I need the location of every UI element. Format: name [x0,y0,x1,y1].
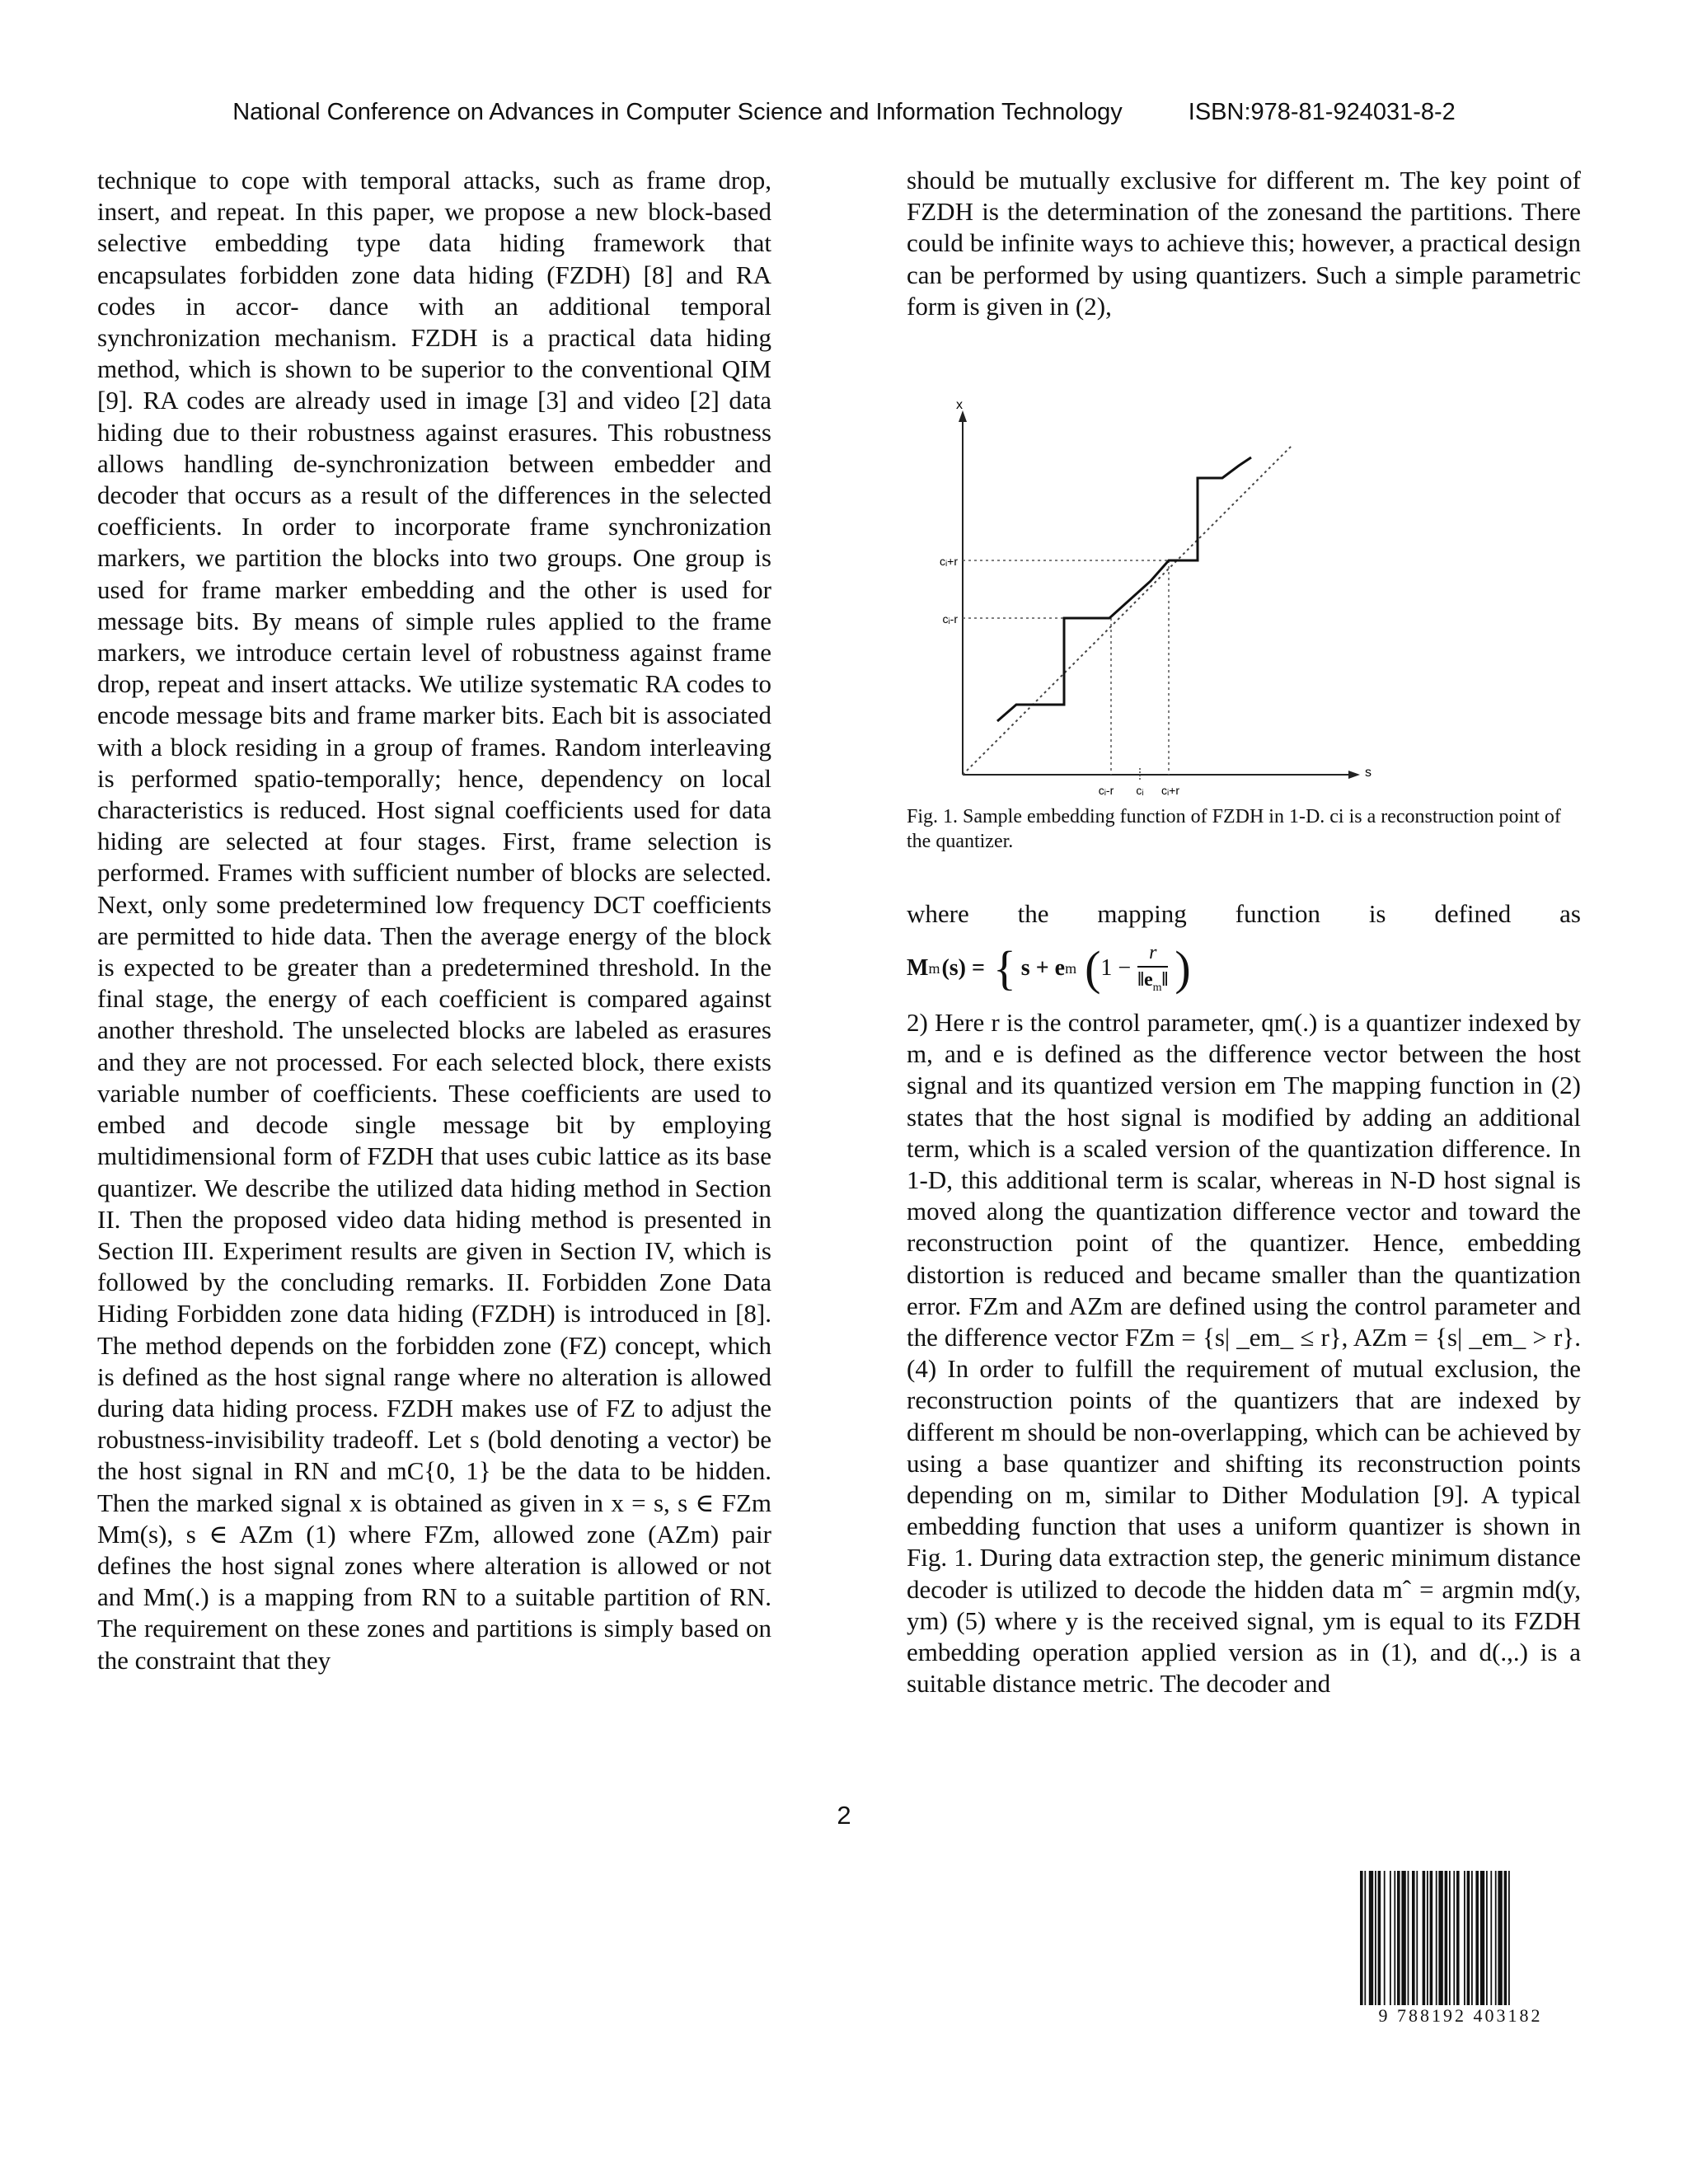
barcode-digits: 9 788192 403182 [1352,2005,1569,2027]
x-tick-right: cᵢ+r [1160,784,1180,797]
barcode-bar [1416,1871,1418,2007]
barcode-bar [1397,1871,1400,2007]
right-column-where [907,898,1581,930]
barcode-bar [1449,1871,1451,2007]
formula-fraction [1137,942,1168,995]
x-axis-arrow [1348,771,1360,779]
barcode-bar [1408,1871,1409,2007]
formula-arg: (s) = [941,955,985,981]
mapping-formula: M m (s) = { s + e m ( 1 − $\frac{r}{‖e_m‖}$ ) [907,941,1191,995]
barcode-bar [1394,1871,1395,2007]
barcode-bar [1508,1871,1510,2023]
barcode-bar [1423,1871,1426,2007]
barcode-bar [1378,1871,1381,2007]
barcode-bar [1475,1871,1479,2007]
barcode-bar [1390,1871,1391,2007]
x-axis-label: s [1365,766,1372,780]
formula-den-sub: m [1152,981,1162,994]
where-text: where the mapping function is defined as [907,899,1581,928]
barcode-bar [1495,1871,1497,2007]
formula-num: r [1149,942,1157,964]
formula-lhs: M [907,955,929,981]
right-column-top [907,165,1581,322]
formula-one-minus: 1 − [1100,955,1132,981]
formula-term-sub: m [1065,959,1077,977]
barcode-bar [1445,1871,1448,2007]
barcode-bar [1401,1871,1405,2007]
formula-term: s + e [1020,955,1066,981]
isbn-barcode [1352,1871,1569,2027]
barcode-bar [1480,1871,1484,2007]
figure-embedding-function [913,396,1375,799]
formula-den: ‖e [1137,969,1153,991]
identity-line [963,445,1292,775]
right-body-text-main: 2) Here r is the control parameter, qm(.) is a quantizer indexed by m, and e is defined as the difference vector between the host signal and its quantized version em The mapping function in (2) states that the host signal is modified by adding an additional term, which is a scaled version of the quantization difference. In 1-D, this additional term is scalar, whereas in N-D host signal is moved along the quantization difference vector and toward the reconstruction point of the quantizer. Hence, embedding distortion is reduced and became smaller than the quantization error. FZm and AZm are defined using the control parameter and the difference vector FZm = {s| _em_ ≤ r}, AZm = {s| _em_ > r}. (4) In order to fulfill the requirement of mutual exclusion, the reconstruction points of the quantizers that are indexed by different m should be non-overlapping, which can be achieved by using a base quantizer and shifting its reconstruction points depending on m, similar to Dither Modulation [9]. A typical embedding function that uses a uniform quantizer is shown in Fig. 1. During data extraction step, the generic minimum distance decoder is utilized to decode the hidden data mˆ = argmin md(y, ym) (5) where y is the received signal, ym is equal to its FZDH embedding operation applied version as in (1), and d(.,.) is a suitable distance metric. The decoder and [907,1008,1581,1699]
left-column [97,165,771,1676]
barcode-bar [1364,1871,1366,2023]
barcode-bar [1412,1871,1415,2007]
barcode-bar [1384,1871,1386,2007]
right-column-main [907,1007,1581,1699]
barcode-bar [1369,1871,1373,2007]
x-tick-center: cᵢ [1136,784,1144,797]
y-tick-lower: cᵢ-r [942,612,958,626]
barcode-bar [1498,1871,1502,2007]
y-axis-label: x [956,398,963,412]
left-body-text: technique to cope with temporal attacks, such as frame drop, insert, and repeat. In this paper, we propose a new block-based selective embedding type data hiding framework that encapsulates forbidden zone data hiding (FZDH) [8] and RA codes in accor- dance with an additional temporal synchronization mechanism. FZDH is a practical data hiding method, which is shown to be superior to the conventional QIM [9]. RA codes are already used in image [3] and video [2] data hiding due to their robustness against erasures. This robustness allows handling de-synchronization between embedder and decoder that occurs as a result of the differences in the selected coefficients. In order to incorporate frame synchronization markers, we partition the blocks into two groups. One group is used for frame marker embedding and the other is used for message bits. By means of simple rules applied to the frame markers, we introduce certain level of robustness against frame drop, repeat and insert attacks. We utilize systematic RA codes to encode message bits and frame marker bits. Each bit is associated with a block residing in a group of frames. Random interleaving is performed spatio-temporally; hence, dependency on local characteristics is reduced. Host signal coefficients used for data hiding are selected at four stages. First, frame selection is performed. Frames with sufficient number of blocks are selected. Next, only some predetermined low frequency DCT coefficients are permitted to hide data. Then the average energy of the block is expected to be greater than a predetermined threshold. In the final stage, the energy of each coefficient is compared against another threshold. The unselected blocks are labeled as erasures and they are not processed. For each selected block, there exists variable number of coefficients. These coefficients are used to embed and decode single message bit by employing multidimensional form of FZDH that uses cubic lattice as its base quantizer. We describe the utilized data hiding method in Section II. Then the proposed video data hiding method is presented in Section III. Experiment results are given in Section IV, which is followed by the concluding remarks. II. Forbidden Zone Data Hiding Forbidden zone data hiding (FZDH) is introduced in [8]. The method depends on the forbidden zone (FZ) concept, which is defined as the host signal range where no alteration is allowed during data hiding process. FZDH makes use of FZ to adjust the robustness-invisibility tradeoff. Let s (bold denoting a vector) be the host signal in RN and mC{0, 1} be the data to be hidden. Then the marked signal x is obtained as given in x = s, s ∈ FZm Mm(s), s ∈ AZm (1) where FZm, allowed zone (AZm) pair defines the host signal zones where alteration is allowed or not and Mm(.) is a mapping from RN to a suitable partition of RN. The requirement on these zones and partitions is simply based on the constraint that they [97,166,771,1675]
isbn: ISBN:978-81-924031-8-2 [1188,99,1456,125]
figure-caption: Fig. 1. Sample embedding function of FZDH in 1-D. ci is a reconstruction point of the quantizer. [907,806,1561,852]
barcode-bar [1427,1871,1428,2007]
barcode-bar [1360,1871,1363,2023]
barcode-bar [1486,1871,1488,2007]
y-tick-upper: cᵢ+r [939,555,958,568]
page-number: 2 [837,1801,851,1830]
barcode-bar [1436,1871,1437,2023]
y-axis-arrow [959,410,967,422]
page-header [0,99,1688,126]
barcode-bar [1504,1871,1507,2007]
barcode-bar [1464,1871,1465,2007]
barcode-bar [1430,1871,1433,2007]
embedding-function-curve [997,457,1251,721]
barcode-bar [1375,1871,1376,2007]
barcode-bar [1471,1871,1473,2007]
conference-title: National Conference on Advances in Computer Science and Information Technology [232,99,1123,125]
formula-den-close: ‖ [1161,969,1169,991]
barcode-bar [1438,1871,1442,2007]
barcode-bar [1453,1871,1455,2007]
right-body-text-top: should be mutually exclusive for different m. The key point of FZDH is the determination of the zonesand the partitions. There could be infinite ways to achieve this; however, a practical design can be performed by using quantizers. Such a simple parametric form is given in (2), [907,166,1581,321]
barcode-bar [1490,1871,1492,2007]
barcode-bar [1467,1871,1470,2007]
formula-lhs-sub: m [928,959,940,977]
barcode-bar [1456,1871,1460,2007]
x-tick-left: cᵢ-r [1098,784,1114,797]
